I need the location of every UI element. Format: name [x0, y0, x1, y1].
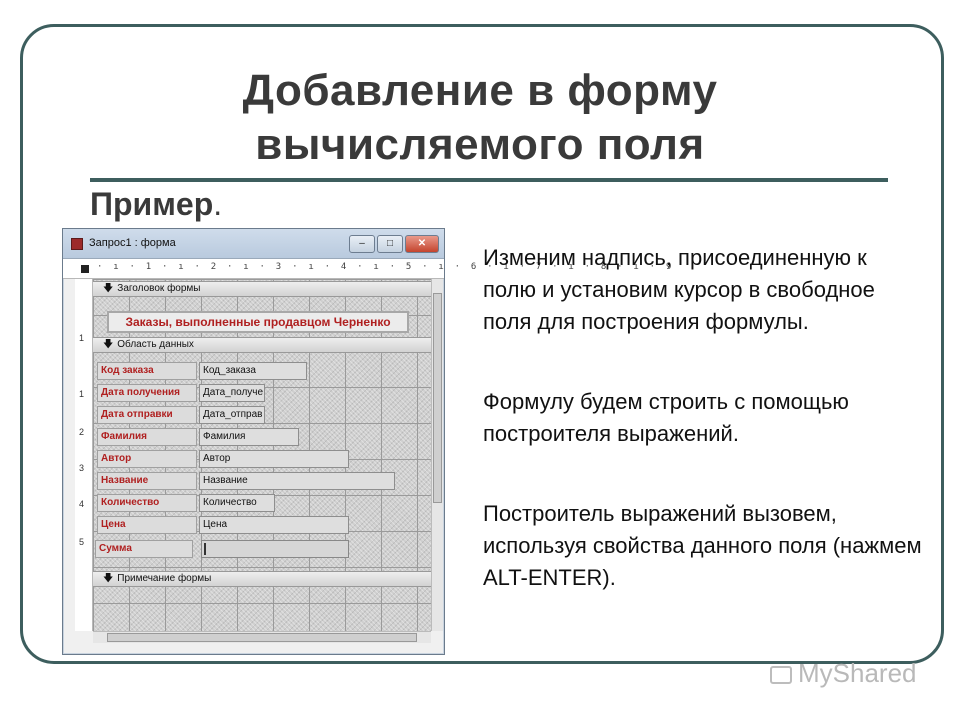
access-form-icon: [71, 238, 83, 250]
ruler-ticks: · ı · 1 · ı · 2 · ı · 3 · ı · 4 · ı · 5 · ı · 6 · ı · 7 · ı · 8 · ı · 9: [97, 262, 672, 272]
maximize-button[interactable]: □: [377, 235, 403, 253]
field-label-date-shipped[interactable]: Дата отправки: [97, 406, 197, 424]
field-label-surname[interactable]: Фамилия: [97, 428, 197, 446]
paragraph-3: Построитель выражений вызовем, используя свойства данного поля (нажмем ALT-ENTER).: [483, 501, 922, 590]
slide-title: [0, 64, 960, 172]
paragraph-2: Формулу будем строить с помощью построителя выражений.: [483, 389, 849, 446]
watermark-text: MyShared: [798, 658, 917, 688]
field-label-sum[interactable]: Сумма: [95, 540, 193, 558]
example-heading: [90, 186, 222, 223]
example-dot: .: [213, 186, 223, 222]
field-box-sum[interactable]: [201, 540, 349, 558]
field-label-price[interactable]: Цена: [97, 516, 197, 534]
field-box-price[interactable]: Цена: [199, 516, 349, 534]
section-arrow-icon: 🡇: [103, 573, 114, 584]
form-header-label[interactable]: Заказы, выполненные продавцом Черненко: [107, 311, 409, 333]
field-box-author[interactable]: Автор: [199, 450, 349, 468]
form-selector[interactable]: [81, 265, 89, 273]
title-rule: [90, 178, 888, 182]
text-cursor: [204, 543, 206, 555]
presentation-icon: [770, 666, 792, 684]
example-text: Пример: [90, 186, 214, 222]
field-box-date-shipped[interactable]: Дата_отправ: [199, 406, 265, 424]
field-label-author[interactable]: Автор: [97, 450, 197, 468]
horizontal-scrollbar[interactable]: [93, 631, 431, 643]
title-line-2: вычисляемого поля: [255, 120, 705, 169]
section-header-label: Заголовок формы: [117, 283, 201, 294]
field-label-title[interactable]: Название: [97, 472, 197, 490]
scroll-thumb[interactable]: [107, 633, 417, 642]
close-button[interactable]: ✕: [405, 235, 439, 253]
vertical-scrollbar[interactable]: [431, 279, 443, 631]
field-box-quantity[interactable]: Количество: [199, 494, 275, 512]
window-title: Запрос1 : форма: [89, 237, 176, 249]
field-box-date-received[interactable]: Дата_получе: [199, 384, 265, 402]
section-detail-label: Область данных: [117, 339, 194, 350]
scroll-thumb[interactable]: [433, 293, 442, 503]
field-label-quantity[interactable]: Количество: [97, 494, 197, 512]
vruler-mark: 1: [79, 333, 85, 343]
window-titlebar[interactable]: [63, 229, 444, 259]
section-form-header[interactable]: [93, 281, 431, 297]
minimize-button[interactable]: –: [349, 235, 375, 253]
field-label-date-received[interactable]: Дата получения: [97, 384, 197, 402]
vruler-mark: 4: [79, 499, 85, 509]
section-footer-label: Примечание формы: [117, 573, 212, 584]
vruler-mark: 2: [79, 427, 85, 437]
section-arrow-icon: 🡇: [103, 339, 114, 350]
vruler-mark: 5: [79, 537, 85, 547]
vruler-mark: 1: [79, 389, 85, 399]
paragraph-1: Изменим надпись, присоединенную к полю и установим курсор в свободное поля для построения формулы.: [483, 245, 875, 334]
watermark: [770, 658, 917, 689]
section-form-footer[interactable]: [93, 571, 431, 587]
section-detail[interactable]: [93, 337, 431, 353]
horizontal-ruler: [63, 259, 672, 279]
vertical-ruler: [75, 279, 93, 631]
field-box-surname[interactable]: Фамилия: [199, 428, 299, 446]
field-box-title[interactable]: Название: [199, 472, 395, 490]
vruler-mark: 3: [79, 463, 85, 473]
section-arrow-icon: 🡇: [103, 283, 114, 294]
title-line-1: Добавление в форму: [242, 66, 718, 115]
field-box-order-code[interactable]: Код_заказа: [199, 362, 307, 380]
field-label-order-code[interactable]: Код заказа: [97, 362, 197, 380]
